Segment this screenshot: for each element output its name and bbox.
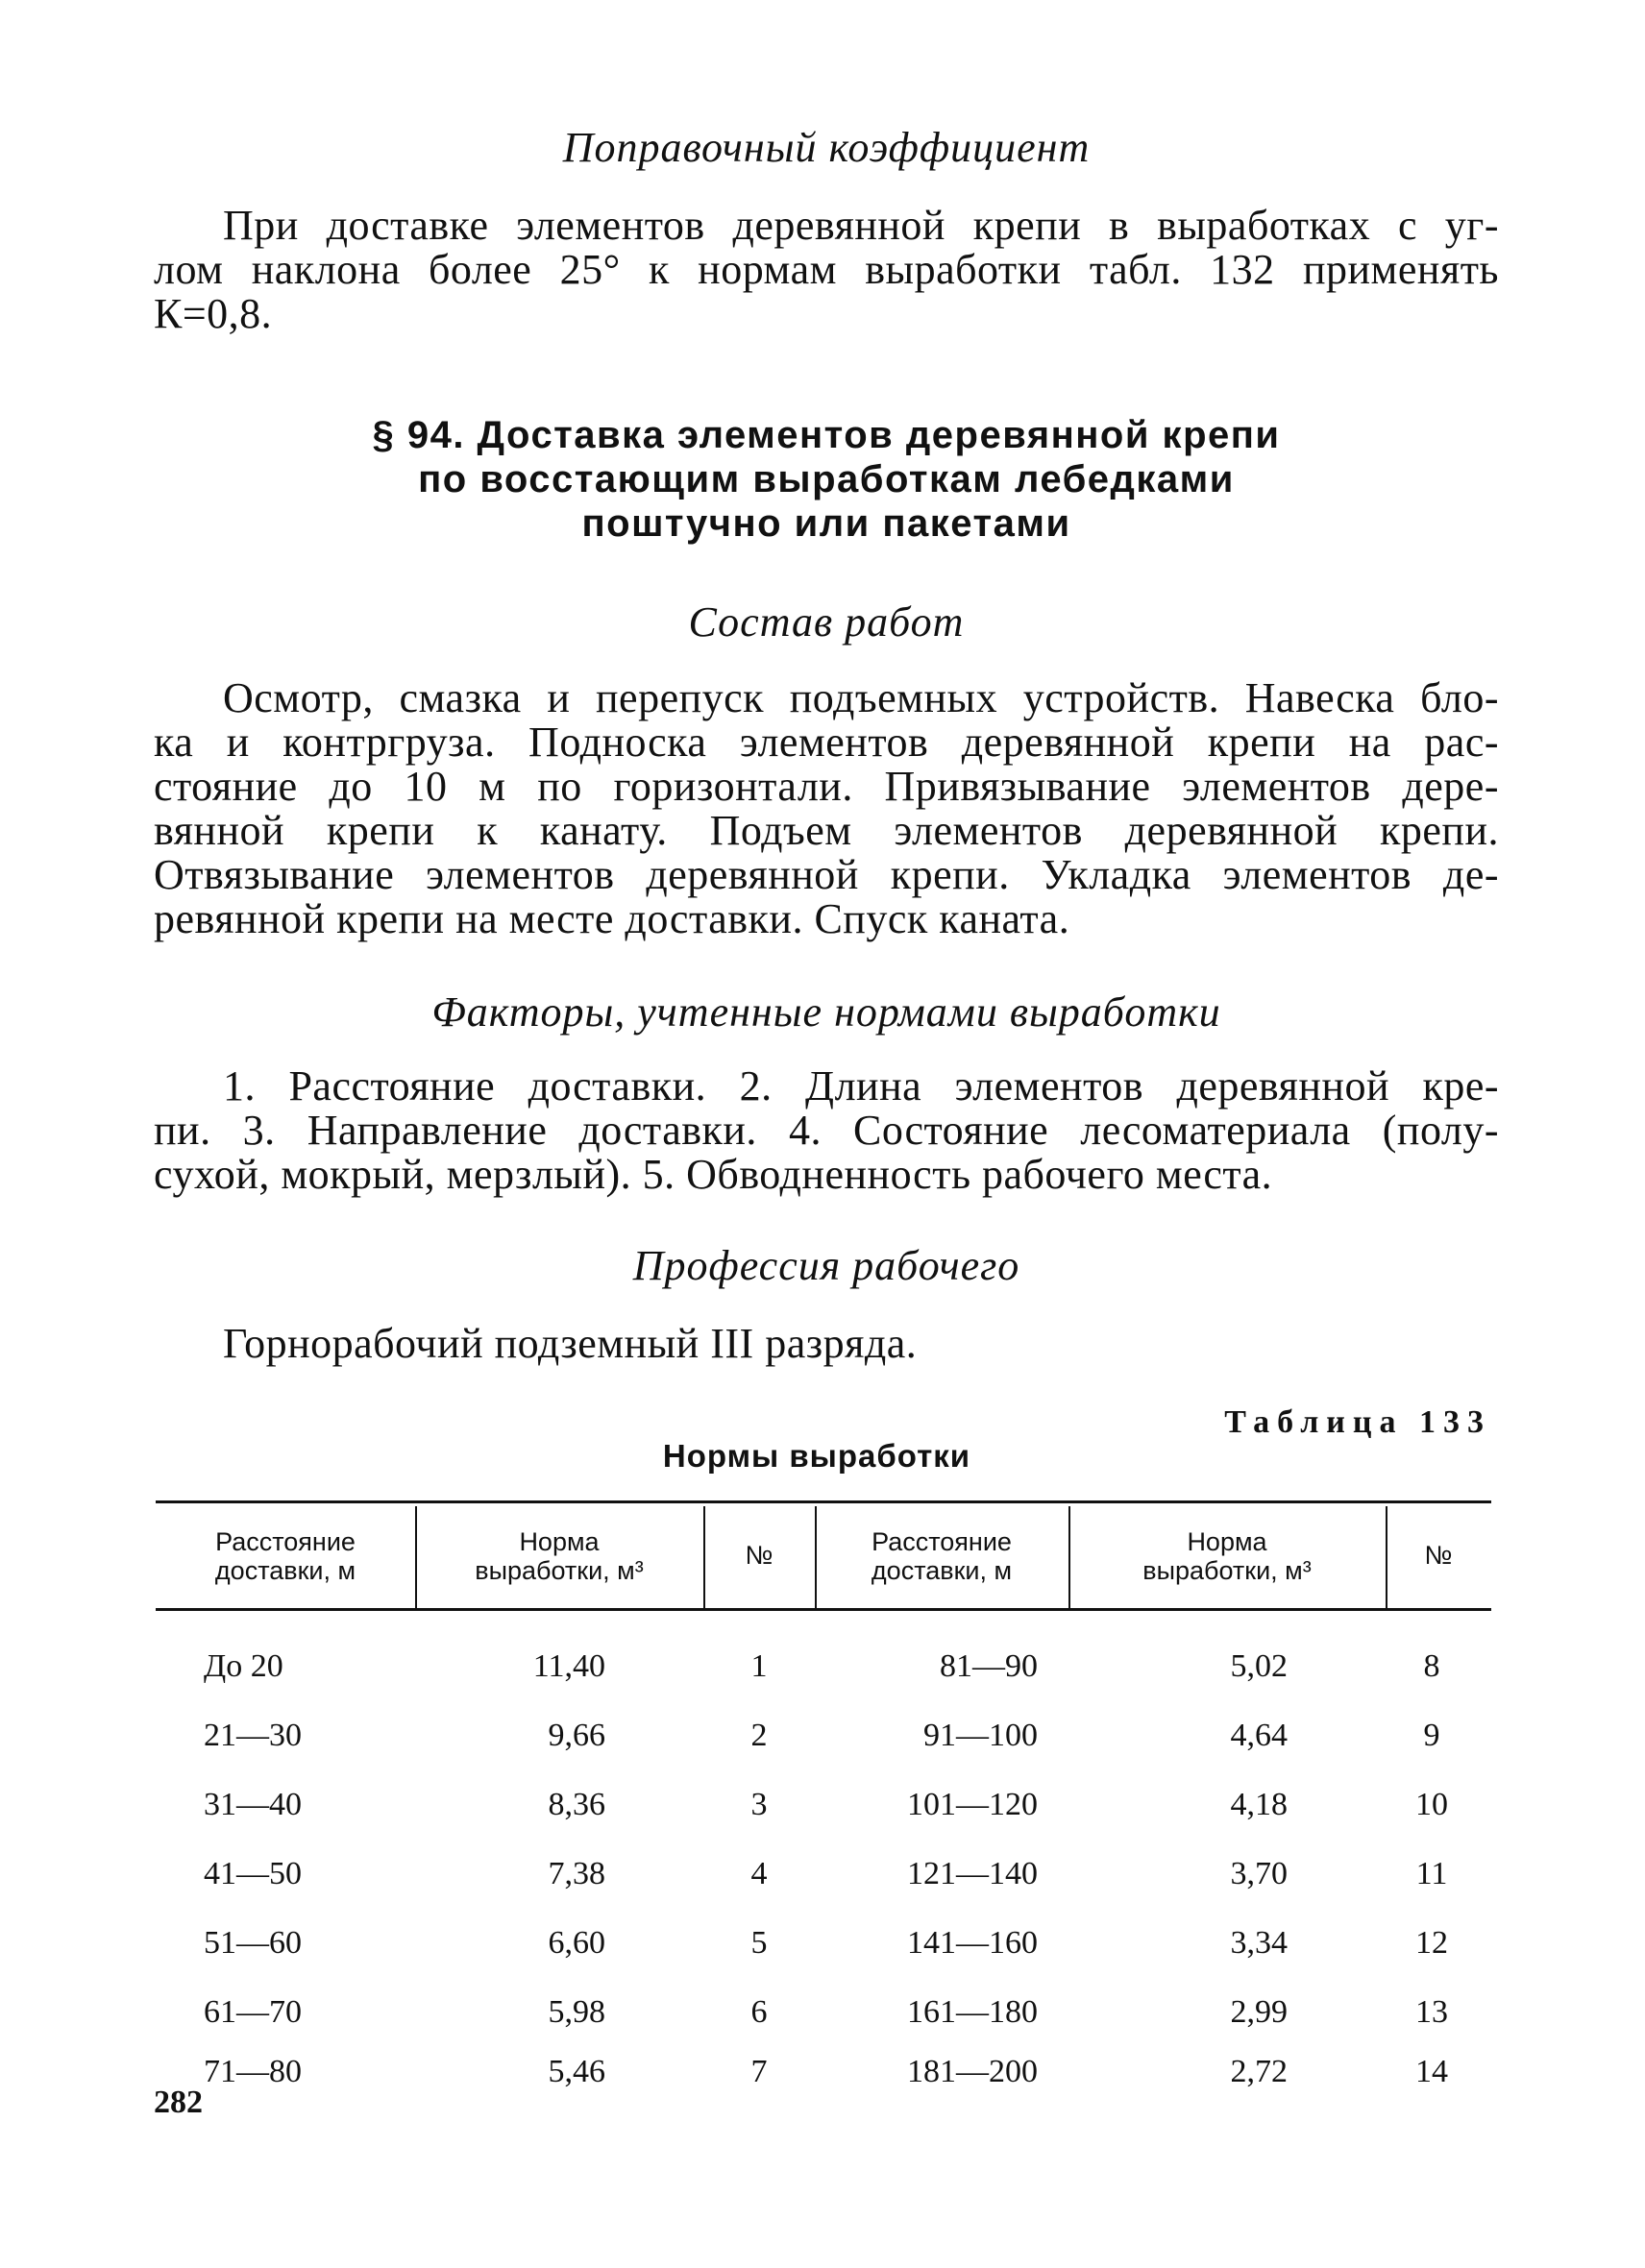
header-number-2: № [1424, 1541, 1453, 1570]
header-distance-line2: доставки, м [214, 1556, 356, 1585]
number-cell: 5 [750, 1925, 768, 1961]
table-row [0, 1856, 1645, 1894]
correction-heading: Поправочный коэффициент [562, 124, 1091, 171]
header-distance-2 [815, 1527, 1068, 1585]
distance-cell: 61—70 [204, 1994, 302, 2030]
work-line: ревянной крепи на месте доставки. Спуск каната. [154, 895, 1070, 942]
factors-line: пи. 3. Направление доставки. 4. Состояние лесоматериала (полу- [154, 1107, 1499, 1154]
correction-line: При доставке элементов деревянной крепи в выработках с уг- [223, 202, 1499, 249]
number-cell-2: 14 [1415, 2054, 1448, 2089]
table-header-rule [156, 1608, 1491, 1611]
distance-cell-2: 121—140 [907, 1856, 1038, 1891]
number-cell-2: 11 [1415, 1856, 1448, 1891]
norm-cell-2: 3,34 [1230, 1925, 1288, 1961]
work-paragraph [154, 676, 1499, 941]
norm-cell-2: 2,99 [1230, 1994, 1288, 2030]
number-cell: 4 [750, 1856, 768, 1891]
header-norm-line2: выработки, м³ [475, 1556, 644, 1585]
distance-cell: 41—50 [204, 1856, 302, 1891]
number-cell-2: 12 [1415, 1925, 1448, 1961]
work-line: Осмотр, смазка и перепуск подъемных устройств. Навеска бло- [223, 674, 1499, 721]
number-cell-2: 13 [1415, 1994, 1448, 2030]
distance-cell-2: 101—120 [907, 1787, 1038, 1822]
number-cell: 2 [750, 1718, 768, 1753]
work-line: ка и контргруза. Подноска элементов деревянной крепи на рас- [154, 719, 1499, 766]
header-norm [415, 1527, 703, 1585]
number-cell-2: 8 [1423, 1648, 1440, 1684]
work-line: Отвязывание элементов деревянной крепи. Укладка элементов де- [154, 851, 1499, 898]
header-distance [156, 1527, 415, 1585]
table-row [0, 1994, 1645, 2033]
distance-cell: 51—60 [204, 1925, 302, 1961]
work-heading: Состав работ [688, 598, 965, 646]
norm-cell: 11,40 [532, 1648, 605, 1684]
section-title-line: по восстающим выработкам лебедками [418, 458, 1235, 500]
work-line: вянной крепи к канату. Подъем элементов деревянной крепи. [154, 807, 1499, 854]
profession-heading: Профессия рабочего [632, 1242, 1020, 1289]
norm-cell: 8,36 [548, 1787, 605, 1822]
norm-cell: 5,98 [548, 1994, 605, 2030]
distance-cell-2: 91—100 [923, 1718, 1038, 1753]
factors-heading: Факторы, учтенные нормами выработки [431, 988, 1221, 1036]
distance-cell: До 20 [204, 1648, 283, 1684]
table-top-rule [156, 1500, 1491, 1503]
norm-cell-2: 2,72 [1230, 2054, 1288, 2089]
table-row [0, 1718, 1645, 1756]
section-title-line: поштучно или пакетами [581, 502, 1071, 545]
number-cell-2: 9 [1423, 1718, 1440, 1753]
header-distance-line1: Расстояние [215, 1527, 356, 1556]
table-row [0, 2054, 1645, 2092]
norm-cell-2: 4,64 [1230, 1718, 1288, 1753]
profession-line: Горнорабочий подземный III разряда. [223, 1320, 918, 1367]
factors-paragraph [154, 1064, 1499, 1197]
distance-cell: 21—30 [204, 1718, 302, 1753]
page-number: 282 [154, 2085, 203, 2120]
factors-line: сухой, мокрый, мерзлый). 5. Обводненность рабочего места. [154, 1151, 1273, 1198]
distance-cell-2: 81—90 [940, 1648, 1038, 1684]
norm-cell: 5,46 [548, 2054, 605, 2089]
number-cell-2: 10 [1415, 1787, 1448, 1822]
distance-cell-2: 181—200 [907, 2054, 1038, 2089]
norm-cell-2: 5,02 [1230, 1648, 1288, 1684]
section-title-line: § 94. Доставка элементов деревянной крепи [372, 414, 1281, 456]
header-norm-2-line2: выработки, м³ [1142, 1556, 1312, 1585]
table-row [0, 1787, 1645, 1825]
number-cell: 3 [750, 1787, 768, 1822]
distance-cell-2: 141—160 [907, 1925, 1038, 1961]
work-line: стояние до 10 м по горизонтали. Привязывание элементов дере- [154, 763, 1499, 810]
correction-line: К=0,8. [154, 290, 273, 337]
norm-cell-2: 4,18 [1230, 1787, 1288, 1822]
distance-cell: 71—80 [204, 2054, 302, 2089]
norm-cell: 7,38 [548, 1856, 605, 1891]
header-norm-2-line1: Норма [1187, 1527, 1267, 1556]
correction-line: лом наклона более 25° к нормам выработки табл. 132 применять [154, 246, 1499, 293]
factors-line: 1. Расстояние доставки. 2. Длина элементов деревянной кре- [223, 1062, 1499, 1110]
norm-cell: 6,60 [548, 1925, 605, 1961]
section-title [154, 413, 1499, 546]
header-distance-2-line1: Расстояние [872, 1527, 1012, 1556]
distance-cell: 31—40 [204, 1787, 302, 1822]
table-row [0, 1648, 1645, 1687]
correction-paragraph [154, 204, 1499, 336]
table-label: Таблица 133 [1224, 1404, 1491, 1440]
header-norm-2 [1068, 1527, 1386, 1585]
table-title: Нормы выработки [662, 1438, 971, 1474]
header-distance-2-line2: доставки, м [871, 1556, 1013, 1585]
header-norm-line1: Норма [519, 1527, 600, 1556]
distance-cell-2: 161—180 [907, 1994, 1038, 2030]
number-cell: 6 [750, 1994, 768, 2030]
number-cell: 1 [750, 1648, 768, 1684]
header-number: № [745, 1541, 773, 1570]
norm-cell-2: 3,70 [1230, 1856, 1288, 1891]
profession-text [154, 1322, 1499, 1366]
norm-cell: 9,66 [548, 1718, 605, 1753]
number-cell: 7 [750, 2054, 768, 2089]
table-row [0, 1925, 1645, 1963]
